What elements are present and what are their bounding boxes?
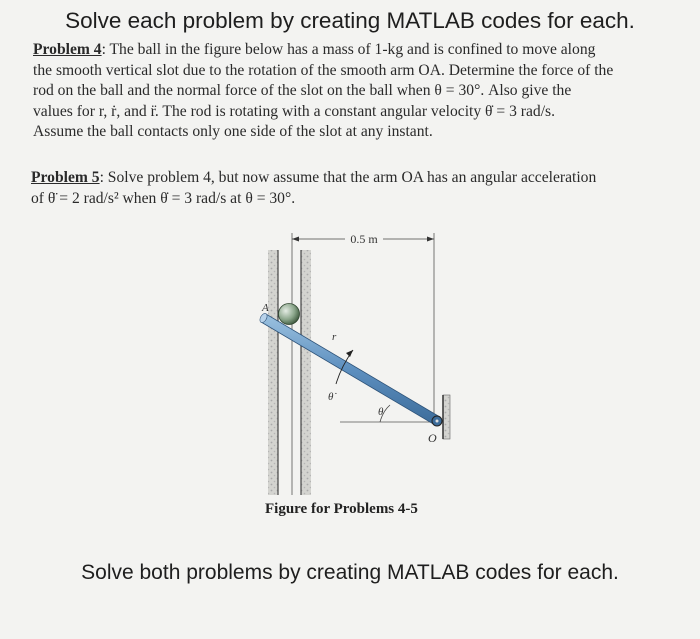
problem-5-line-2: of θ̈ = 2 rad/s² when θ̇ = 3 rad/s at θ = 30°. [31, 189, 296, 207]
dimension-line [292, 233, 434, 420]
vertical-slot [268, 233, 311, 495]
label-theta-dot: θ̇ [328, 391, 334, 403]
problem-5-label: Problem 5 [31, 169, 100, 186]
mechanism-figure [240, 225, 470, 500]
rod-oa [258, 312, 440, 425]
bottom-instruction: Solve both problems by creating MATLAB codes for each. [81, 561, 619, 584]
problem-4-line-2: the smooth vertical slot due to the rotation of the smooth arm OA. Determine the force of the [33, 61, 614, 79]
problem-4-line-3: rod on the ball and the normal force of the slot on the ball when θ = 30°. Also give the [33, 82, 572, 99]
problem-4-line-1: : The ball in the figure below has a mass of 1-kg and is confined to move along [101, 41, 596, 58]
ball [279, 304, 300, 325]
problem-5-line-1: : Solve problem 4, but now assume that the arm OA has an angular acceleration [99, 169, 597, 186]
label-a: A [262, 302, 269, 314]
label-theta: θ [378, 406, 384, 418]
figure-caption: Figure for Problems 4-5 [265, 501, 418, 517]
problem-4-line-4: values for r, ṙ, and r̈. The rod is rotating with a constant angular velocity θ̇ = 3 rad/s. [33, 102, 556, 120]
problem-4-label: Problem 4 [33, 41, 102, 58]
label-r: r [332, 331, 337, 343]
problem-5-text [31, 168, 681, 209]
page-heading: Solve each problem by creating MATLAB codes for each. [65, 8, 635, 33]
label-o: O [428, 431, 437, 445]
dimension-label: 0.5 m [350, 232, 378, 246]
problem-4-line-5: Assume the ball contacts only one side of the slot at any instant. [33, 123, 433, 140]
problem-4-text [33, 40, 683, 143]
